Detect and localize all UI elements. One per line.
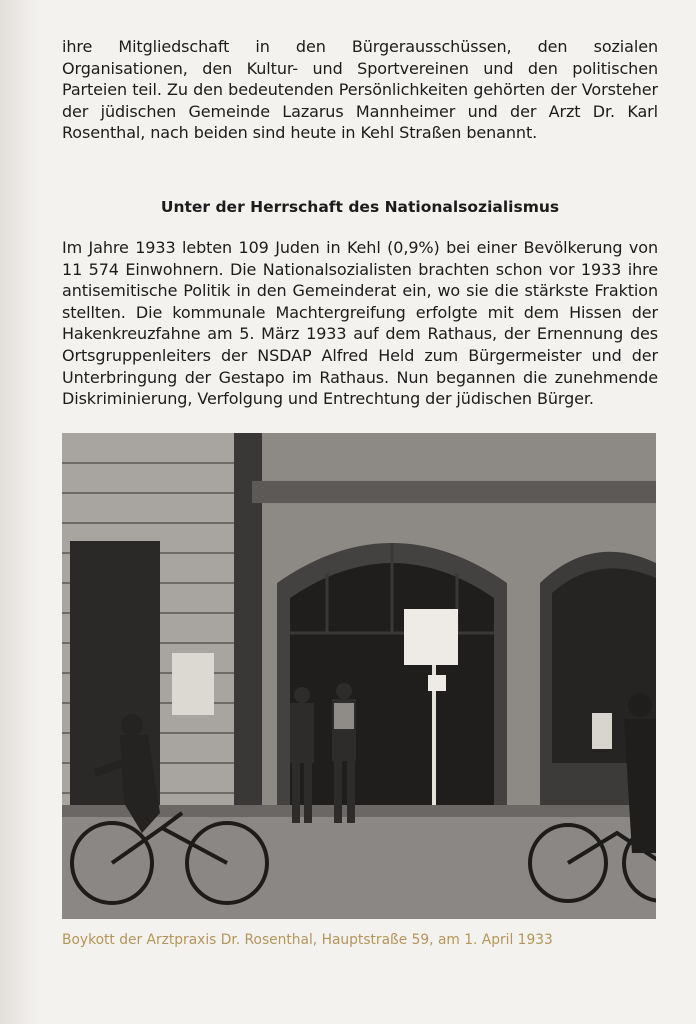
body-paragraph-1	[62, 36, 658, 144]
photo-caption: Boykott der Arztpraxis Dr. Rosenthal, Hauptstraße 59, am 1. April 1933	[62, 932, 553, 948]
photo-illustration	[62, 433, 656, 919]
page-gutter-shadow	[0, 0, 40, 1024]
body-paragraph-2	[62, 237, 658, 410]
paragraph-1-text: ihre Mitgliedschaft in den Bürgerausschüssen, den sozialen Organisationen, den Kultur- und Sportvereinen und den politischen Parteien teil. Zu den bedeutenden Persönlichkeiten gehörten der Vorsteher der jüdischen Gemeinde Lazarus Mannheimer und der Arzt Dr. Karl Rosenthal, nach beiden sind heute in Kehl Straßen benannt.	[62, 37, 658, 143]
section-heading: Unter der Herrschaft des Nationalsozialismus	[160, 198, 560, 216]
paragraph-2-text: Im Jahre 1933 lebten 109 Juden in Kehl (0,9%) bei einer Bevölkerung von 11 574 Einwohnern. Die Nationalsozialisten brachten schon vor 1933 ihre antisemitische Politik in den Gemeinderat ein, wo sie die stärkste Fraktion stellten. Die kommunale Machtergreifung erfolgte mit dem Hissen der Hakenkreuzfahne am 5. März 1933 auf dem Rathaus, der Ernennung des Ortsgruppenleiters der NSDAP Alfred Held zum Bürgermeister und der Unterbringung der Gestapo im Rathaus. Nun begannen die zunehmende Diskriminierung, Verfolgung und Entrechtung der jüdischen Bürger.	[62, 238, 658, 409]
historical-photograph	[62, 433, 656, 919]
